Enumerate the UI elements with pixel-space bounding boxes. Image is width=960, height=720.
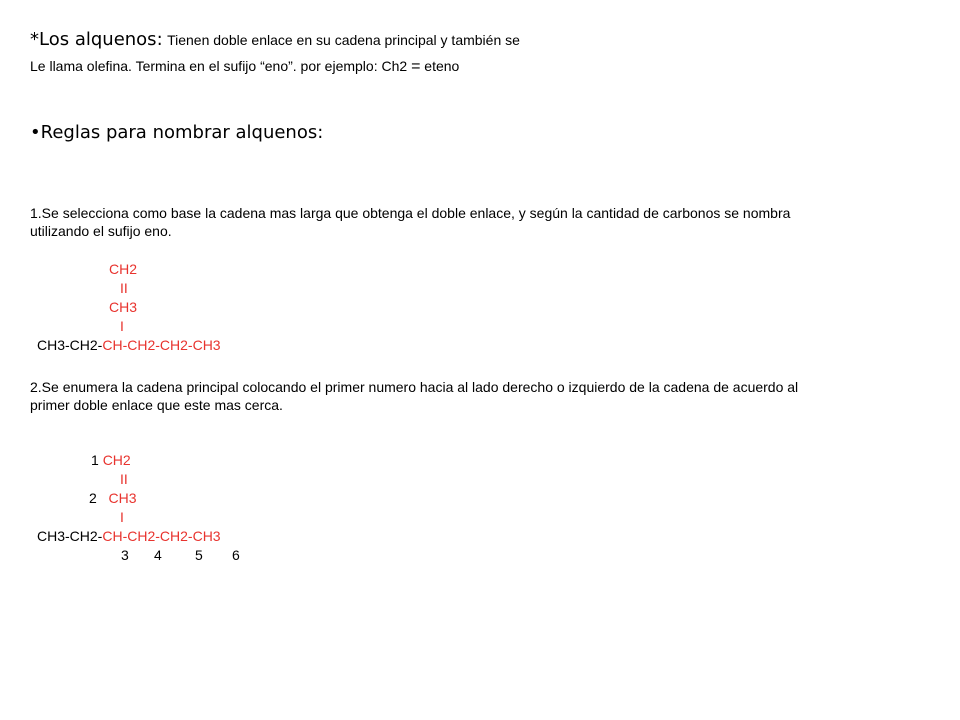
rule-2-line-2: primer doble enlace que este mas cerca. bbox=[30, 397, 283, 413]
mol2-row-1 bbox=[91, 451, 131, 470]
rule-2 bbox=[30, 378, 798, 414]
mol1-chain bbox=[37, 336, 221, 355]
mol2-single-bond: I bbox=[120, 509, 124, 525]
intro-line-2 bbox=[30, 58, 459, 76]
mol2-carbon-number: 3 bbox=[121, 547, 129, 563]
mol2-top: CH2 bbox=[102, 452, 131, 468]
mol2-chain bbox=[37, 527, 221, 546]
mol2-carbon-number: 6 bbox=[232, 547, 240, 563]
intro-line-2-text: Le llama olefina. Termina en el sufijo “eno”. por ejemplo: Ch2 bbox=[30, 58, 408, 74]
rules-heading-text: Reglas para nombrar alquenos: bbox=[40, 122, 324, 143]
rule-2-line-1: 2.Se enumera la cadena principal colocando el primer numero hacia al lado derecho o izquierdo de la cadena de acuerdo al bbox=[30, 379, 799, 395]
mol1-chain-branch: CH bbox=[102, 337, 123, 353]
mol1-chain-end: -CH2-CH2-CH3 bbox=[122, 337, 221, 353]
mol1-chain-start: CH3-CH2- bbox=[37, 337, 103, 353]
rule-1-line-1: 1.Se selecciona como base la cadena mas larga que obtenga el doble enlace, y según la cantidad de carbonos se nombra bbox=[30, 205, 791, 221]
rules-heading bbox=[30, 122, 323, 143]
intro-example-name: eteno bbox=[424, 58, 460, 74]
mol2-carbon-number: 5 bbox=[195, 547, 203, 563]
mol2-double-bond: II bbox=[120, 471, 128, 487]
mol2-carbon-number: 4 bbox=[154, 547, 162, 563]
rule-1-line-2: utilizando el sufijo eno. bbox=[30, 223, 172, 239]
bullet: • bbox=[30, 122, 41, 143]
mol2-chain-start: CH3-CH2- bbox=[37, 528, 103, 544]
mol1-double-bond: II bbox=[120, 280, 128, 296]
intro-equals: = bbox=[411, 58, 421, 75]
mol2-chain-branch: CH bbox=[102, 528, 123, 544]
mol1-single-bond: I bbox=[120, 318, 124, 334]
mol1-branch: CH3 bbox=[109, 299, 138, 315]
mol2-branch: CH3 bbox=[108, 490, 137, 506]
intro-title: *Los alquenos: bbox=[30, 29, 163, 50]
mol2-num-1: 1 bbox=[91, 452, 99, 468]
mol2-row-2 bbox=[89, 489, 136, 508]
mol1-top: CH2 bbox=[109, 261, 138, 277]
rule-1 bbox=[30, 204, 790, 240]
mol2-num-2: 2 bbox=[89, 490, 97, 506]
intro-line-1-text: Tienen doble enlace en su cadena principal y también se bbox=[167, 32, 520, 48]
mol2-chain-end: -CH2-CH2-CH3 bbox=[122, 528, 221, 544]
intro-line-1 bbox=[30, 29, 520, 50]
